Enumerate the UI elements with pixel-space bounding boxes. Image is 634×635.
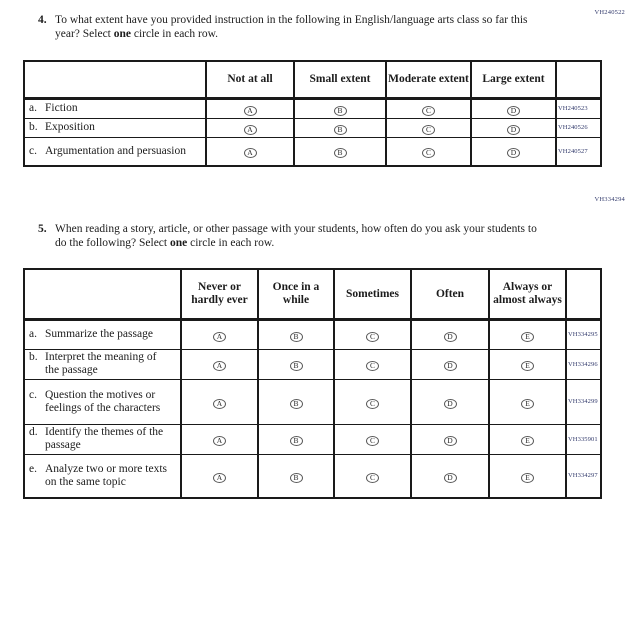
accession-code: VH240523 [556,98,601,118]
header-empty-cell [24,269,181,319]
row-label-text: Argumentation and persuasion [45,144,186,157]
response-circle-c[interactable]: C [422,148,435,158]
accession-code: VH334294 [594,196,625,203]
accession-code: VH334295 [566,319,601,349]
column-header: Often [411,269,489,319]
column-header: Small extent [294,61,386,98]
accession-code: VH334299 [566,379,601,424]
row-label [24,379,181,424]
row-label-text: Interpret the meaning of the passage [45,351,157,376]
response-circle-b[interactable]: B [290,399,303,409]
response-circle-e[interactable]: E [521,399,534,409]
question-5 [38,223,550,250]
accession-code: VH334296 [566,349,601,379]
header-empty-cell [24,61,206,98]
prompt-bold-word: one [113,27,131,40]
response-circle-c[interactable]: C [422,106,435,116]
response-circle-c[interactable]: C [422,125,435,135]
response-circle-b[interactable]: B [334,106,347,116]
response-circle-a[interactable]: A [244,125,257,135]
accession-code: VH335901 [566,424,601,454]
response-circle-e[interactable]: E [521,332,534,342]
accession-code: VH334297 [566,454,601,498]
response-circle-a[interactable]: A [213,399,226,409]
table-row [24,118,601,137]
row-label [24,319,181,349]
question-prompt [55,14,532,41]
question-prompt [55,223,550,250]
response-circle-d[interactable]: D [507,148,520,158]
prompt-text: When reading a story, article, or other passage with your students, how often do you ask your students to do the following? Select [55,223,537,249]
column-header: Moderate extent [386,61,471,98]
row-label [24,137,206,166]
response-circle-a[interactable]: A [244,106,257,116]
response-circle-c[interactable]: C [366,473,379,483]
row-label [24,118,206,137]
header-empty-cell [556,61,601,98]
response-circle-a[interactable]: A [213,473,226,483]
header-empty-cell [566,269,601,319]
column-header: Large extent [471,61,556,98]
response-circle-a[interactable]: A [213,332,226,342]
accession-code: VH240526 [556,118,601,137]
row-label [24,98,206,118]
prompt-text: To what extent have you provided instruction in the following in English/language arts class so far this year? Select [55,14,528,40]
response-circle-e[interactable]: E [521,473,534,483]
row-label-text: Question the motives or feelings of the characters [45,388,161,414]
response-circle-d[interactable]: D [507,106,520,116]
row-letter: b. [29,351,38,363]
column-header: Once in a while [258,269,334,319]
question-4-response-table [23,60,602,167]
response-circle-b[interactable]: B [290,473,303,483]
prompt-bold-word: one [169,236,188,249]
response-circle-a[interactable]: A [244,148,257,158]
row-label-text: Identify the themes of the passage [45,426,164,451]
response-circle-c[interactable]: C [366,361,379,371]
row-label-text: Exposition [45,121,95,133]
row-letter: b. [29,121,38,133]
column-header: Always or almost always [489,269,566,319]
accession-code: VH240527 [556,137,601,166]
table-row [24,379,601,424]
row-letter: a. [29,328,37,340]
response-circle-d[interactable]: D [444,473,457,483]
response-circle-a[interactable]: A [213,361,226,371]
response-circle-d[interactable]: D [444,332,457,342]
response-circle-c[interactable]: C [366,399,379,409]
response-circle-b[interactable]: B [290,332,303,342]
header-row [24,269,601,319]
response-circle-b[interactable]: B [334,125,347,135]
response-circle-b[interactable]: B [290,436,303,446]
row-letter: c. [29,388,37,401]
response-circle-d[interactable]: D [507,125,520,135]
row-letter: a. [29,102,37,114]
row-label [24,454,181,498]
response-circle-d[interactable]: D [444,436,457,446]
table-row [24,319,601,349]
table-row [24,98,601,118]
response-circle-b[interactable]: B [334,148,347,158]
accession-code: VH240522 [594,9,625,16]
response-circle-c[interactable]: C [366,436,379,446]
table-row [24,454,601,498]
response-circle-e[interactable]: E [521,361,534,371]
response-circle-a[interactable]: A [213,436,226,446]
table-row [24,137,601,166]
row-label [24,424,181,454]
row-letter: c. [29,144,37,157]
question-5-response-table [23,268,602,499]
response-circle-b[interactable]: B [290,361,303,371]
question-4 [38,14,532,41]
table-row [24,349,601,379]
row-letter: d. [29,426,38,438]
prompt-text: circle in each row. [187,236,275,249]
response-circle-d[interactable]: D [444,399,457,409]
row-label [24,349,181,379]
row-label-text: Summarize the passage [45,328,153,340]
row-label-text: Fiction [45,102,78,114]
column-header: Sometimes [334,269,411,319]
header-row [24,61,601,98]
row-label-text: Analyze two or more texts on the same topic [45,462,167,488]
table-row [24,424,601,454]
question-number: 4. [38,14,47,26]
column-header: Not at all [206,61,294,98]
row-letter: e. [29,462,37,475]
prompt-text: circle in each row. [131,27,219,40]
column-header: Never or hardly ever [181,269,258,319]
question-number: 5. [38,223,47,235]
response-circle-c[interactable]: C [366,332,379,342]
response-circle-d[interactable]: D [444,361,457,371]
response-circle-e[interactable]: E [521,436,534,446]
